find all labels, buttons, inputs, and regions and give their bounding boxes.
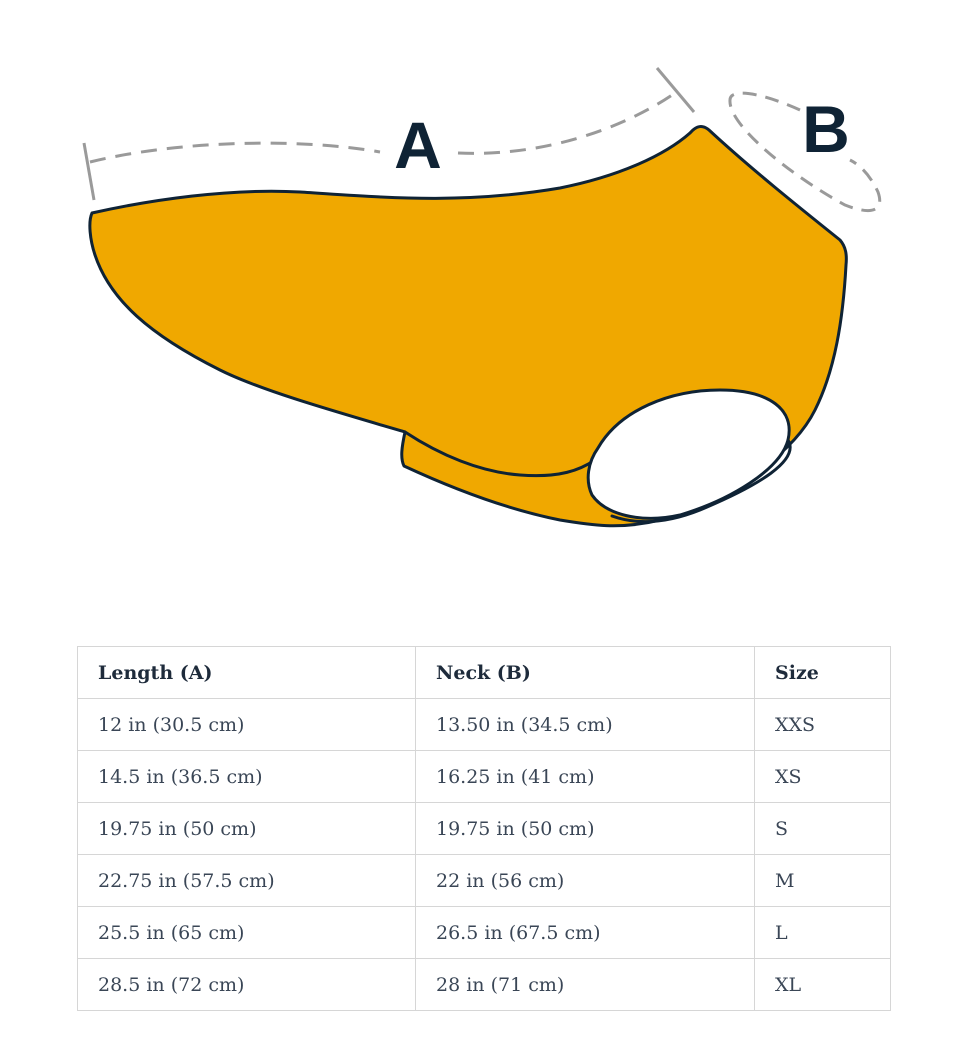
table-row <box>78 699 891 751</box>
table-row <box>78 959 891 1011</box>
cell-length: 12 in (30.5 cm) <box>78 699 416 751</box>
table-row <box>78 803 891 855</box>
cell-length: 28.5 in (72 cm) <box>78 959 416 1011</box>
cell-size: XL <box>755 959 891 1011</box>
cell-size: L <box>755 907 891 959</box>
header-neck: Neck (B) <box>416 647 755 699</box>
header-size: Size <box>755 647 891 699</box>
cell-size: XS <box>755 751 891 803</box>
label-b: B <box>802 92 850 166</box>
header-length: Length (A) <box>78 647 416 699</box>
table-row <box>78 751 891 803</box>
cell-neck: 26.5 in (67.5 cm) <box>416 907 755 959</box>
size-chart-table <box>77 646 891 1011</box>
cell-length: 14.5 in (36.5 cm) <box>78 751 416 803</box>
measure-a-line <box>90 95 672 162</box>
table-row <box>78 855 891 907</box>
table-header-row <box>78 647 891 699</box>
cell-length: 22.75 in (57.5 cm) <box>78 855 416 907</box>
cell-neck: 16.25 in (41 cm) <box>416 751 755 803</box>
cell-size: XXS <box>755 699 891 751</box>
cell-neck: 22 in (56 cm) <box>416 855 755 907</box>
cell-neck: 13.50 in (34.5 cm) <box>416 699 755 751</box>
cell-neck: 28 in (71 cm) <box>416 959 755 1011</box>
cell-length: 19.75 in (50 cm) <box>78 803 416 855</box>
label-a: A <box>394 108 442 182</box>
cell-size: S <box>755 803 891 855</box>
cell-size: M <box>755 855 891 907</box>
cell-neck: 19.75 in (50 cm) <box>416 803 755 855</box>
measure-a-left-tick <box>84 143 94 200</box>
table-row <box>78 907 891 959</box>
measure-a-right-tick <box>657 68 694 112</box>
cell-length: 25.5 in (65 cm) <box>78 907 416 959</box>
